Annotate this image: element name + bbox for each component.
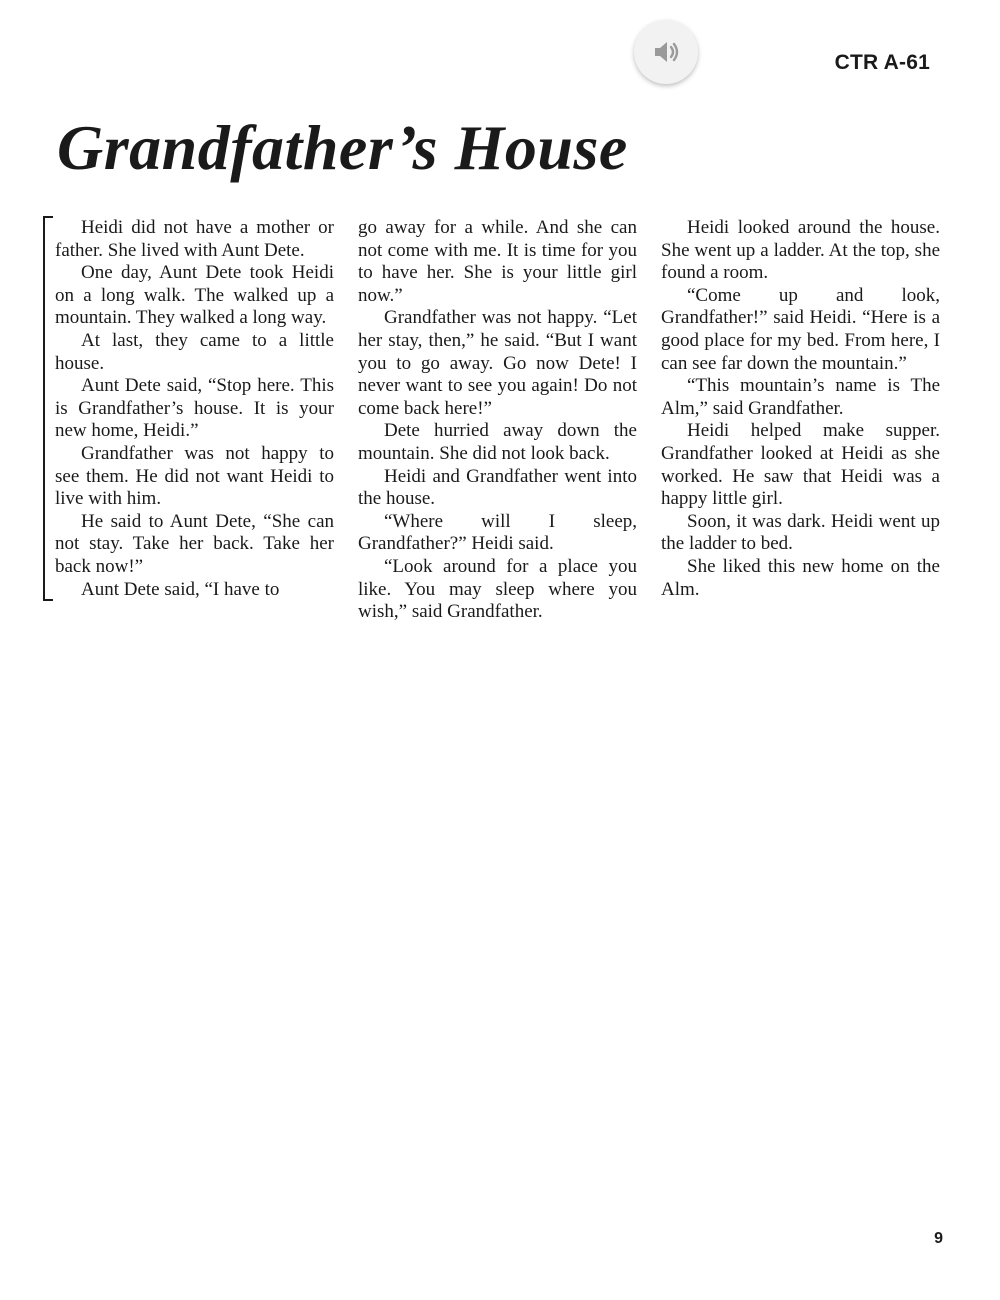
paragraph: Aunt Dete said, “Stop here. This is Grandfather’s house. It is your new home, Heidi.”: [55, 375, 334, 442]
paragraph: Grandfather was not happy to see them. He did not want Heidi to live with him.: [55, 442, 334, 510]
story-title: Grandfather’s House: [57, 112, 628, 183]
paragraph: go away for a while. And she can not come with me. It is time for you to have her. She is your little girl now.”: [358, 217, 637, 306]
story-column-3: [661, 217, 940, 624]
lesson-code: CTR A-61: [834, 51, 930, 74]
passage-bracket: [43, 216, 53, 601]
paragraph: “Where will I sleep, Grandfather?” Heidi said.: [358, 510, 637, 555]
paragraph: Grandfather was not happy. “Let her stay, then,” he said. “But I want you to go away. Go now Dete! I never want to see you again! Do not come back here!”: [358, 307, 637, 419]
paragraph: Heidi helped make supper. Grandfather looked at Heidi as she worked. He saw that Heidi was a happy little girl.: [661, 420, 940, 510]
paragraph: “Come up and look, Grandfather!” said Heidi. “Here is a good place for my bed. From here, I can see far down the mountain.”: [661, 284, 940, 374]
paragraph: Dete hurried away down the mountain. She did not look back.: [358, 420, 637, 464]
page-number: 9: [934, 1230, 943, 1247]
paragraph: “Look around for a place you like. You may sleep where you wish,” said Grandfather.: [358, 555, 637, 623]
paragraph: At last, they came to a little house.: [55, 329, 334, 374]
paragraph: Aunt Dete said, “I have to: [81, 578, 280, 600]
paragraph: Heidi and Grandfather went into the house.: [358, 465, 637, 510]
paragraph: He said to Aunt Dete, “She can not stay. Take her back. Take her back now!”: [55, 510, 334, 577]
paragraph: She liked this new home on the Alm.: [661, 555, 940, 600]
paragraph: Soon, it was dark. Heidi went up the ladder to bed.: [661, 510, 940, 555]
paragraph: Heidi looked around the house. She went up a ladder. At the top, she found a room.: [661, 217, 940, 284]
paragraph: “This mountain’s name is The Alm,” said Grandfather.: [661, 375, 940, 419]
paragraph: Heidi did not have a mother or father. She lived with Aunt Dete.: [55, 217, 334, 261]
story-body: [55, 217, 940, 624]
speaker-icon: [651, 37, 681, 67]
audio-play-button[interactable]: [634, 20, 698, 84]
story-column-2: [358, 217, 637, 624]
paragraph: One day, Aunt Dete took Heidi on a long walk. The walked up a mountain. They walked a long way.: [55, 262, 334, 329]
story-column-1: [55, 217, 334, 624]
